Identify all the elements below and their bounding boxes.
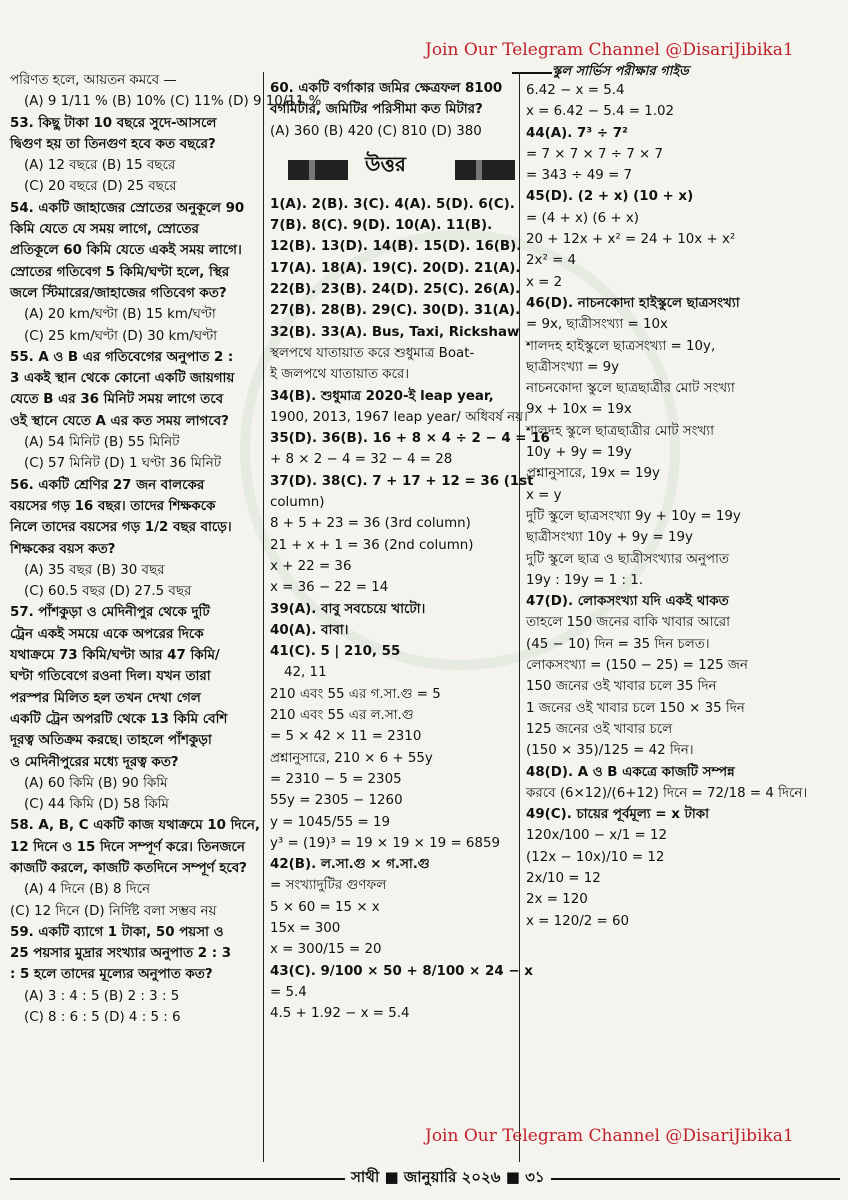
answer-line: 32(B). 33(A). Bus, Taxi, Rickshaw xyxy=(270,324,520,340)
answer-line: 44(A). 7³ ÷ 7² xyxy=(526,125,628,141)
text-line: (A) 12 বছরে (B) 15 বছরে xyxy=(24,158,176,174)
answer-line: তাহলে 150 জনের বাকি খাবার আরো xyxy=(526,615,731,631)
answer-line: = 9x, ছাত্রীসংখ্যা = 10x xyxy=(526,317,668,333)
heading-bar-left xyxy=(288,160,348,180)
telegram-watermark-bottom: Join Our Telegram Channel @DisariJibika1 xyxy=(425,1126,794,1146)
text-line: (C) 44 কিমি (D) 58 কিমি xyxy=(24,797,169,813)
text-line: 59. একটি ব্যাগে 1 টাকা, 50 পয়সা ও xyxy=(10,924,224,940)
text-line: (C) 8 : 6 : 5 (D) 4 : 5 : 6 xyxy=(24,1010,181,1026)
text-line: কাজটি করলে, কাজটি কতদিনে সম্পূর্ণ হবে? xyxy=(10,860,247,876)
answer-line: = 7 × 7 × 7 ÷ 7 × 7 xyxy=(526,146,664,162)
text-line: 60. একটি বর্গাকার জমির ক্ষেত্রফল 8100 xyxy=(270,81,503,96)
text-line: ওই স্থানে যেতে A এর কত সময় লাগবে? xyxy=(10,413,229,429)
text-line: (A) 35 বছর (B) 30 বছর xyxy=(24,562,165,578)
text-line: (A) 60 কিমি (B) 90 কিমি xyxy=(24,775,168,791)
text-line: 57. পাঁশকুড়া ও মেদিনীপুর থেকে দুটি xyxy=(10,605,210,621)
answer-line: 21 + x + 1 = 36 (2nd column) xyxy=(270,537,474,553)
text-line: 25 পয়সার মুদ্রার সংখ্যার অনুপাত 2 : 3 xyxy=(10,946,232,962)
answer-line: x = 36 − 22 = 14 xyxy=(270,580,389,596)
answer-line: 210 এবং 55 এর গ.সা.গু = 5 xyxy=(270,686,441,702)
answer-line: প্রশ্নানুসারে, 19x = 19y xyxy=(526,466,660,482)
answer-line: = (4 + x) (6 + x) xyxy=(526,210,639,226)
answer-line: x = 300/15 = 20 xyxy=(270,942,382,958)
answer-line: (45 − 10) দিন = 35 দিন চলত। xyxy=(526,636,710,652)
answer-line: দুটি স্কুলে ছাত্র ও ছাত্রীসংখ্যার অনুপাত xyxy=(526,551,729,567)
answer-line: 42, 11 xyxy=(284,665,327,681)
answer-line: 47(D). লোকসংখ্যা যদি একই থাকত xyxy=(526,594,729,610)
text-line: যেতে B এর 36 মিনিট সময় লাগে তবে xyxy=(10,392,224,408)
column-divider-1 xyxy=(263,72,264,1162)
text-line: নিলে তাদের বয়সের গড় 1/2 বছর বাড়ে। xyxy=(10,520,232,536)
text-line: প্রতিকূলে 60 কিমি যেতে একই সময় লাগে। xyxy=(10,243,242,259)
footer-rule-right xyxy=(540,1178,840,1180)
running-header: স্কুল সার্ভিস পরীক্ষার গাইড xyxy=(552,64,689,79)
answer-line: 46(D). নাচনকোদা হাইস্কুলে ছাত্রসংখ্যা xyxy=(526,295,740,311)
answer-line: 40(A). বাবা। xyxy=(270,622,349,638)
text-line: জলে স্টিমারের/জাহাজের গতিবেগ কত? xyxy=(10,285,227,301)
text-line: দূরত্ব অতিক্রম করছে। তাহলে পাঁশকুড়া xyxy=(10,733,212,749)
answer-line: = 2310 − 5 = 2305 xyxy=(270,771,402,787)
text-line: পরিণত হলে, আয়তন কমবে — xyxy=(10,73,177,88)
answer-line: 19y : 19y = 1 : 1. xyxy=(526,572,644,588)
text-line: 55. A ও B এর গতিবেগের অনুপাত 2 : xyxy=(10,349,234,365)
answer-line: 37(D). 38(C). 7 + 17 + 12 = 36 (1st xyxy=(270,473,534,489)
column-3-answers xyxy=(526,80,838,932)
answer-line: শালদহ স্কুলে ছাত্রছাত্রীর মোট সংখ্যা xyxy=(526,423,714,439)
answer-line: x = y xyxy=(526,487,562,503)
answer-line: 15x = 300 xyxy=(270,920,341,936)
text-line: (A) 360 (B) 420 (C) 810 (D) 380 xyxy=(270,123,482,139)
answer-line: শালদহ হাইস্কুলে ছাত্রসংখ্যা = 10y, xyxy=(526,338,716,354)
text-line: ঘণ্টা গতিবেগে রওনা দিল। যখন তারা xyxy=(10,669,211,685)
answer-line: = 5.4 xyxy=(270,984,307,1000)
answer-line: 125 জনের ওই খাবার চলে xyxy=(526,721,673,737)
answer-line: (150 × 35)/125 = 42 দিন। xyxy=(526,743,694,759)
text-line: : 5 হলে তাদের মূল্যের অনুপাত কত? xyxy=(10,967,213,983)
answer-line: করবে (6×12)/(6+12) দিনে = 72/18 = 4 দিনে। xyxy=(526,785,808,801)
text-line: (A) 3 : 4 : 5 (B) 2 : 3 : 5 xyxy=(24,988,180,1004)
answer-line: 4.5 + 1.92 − x = 5.4 xyxy=(270,1006,410,1022)
answer-line: = 343 ÷ 49 = 7 xyxy=(526,168,633,184)
answer-line: y³ = (19)³ = 19 × 19 × 19 = 6859 xyxy=(270,835,501,851)
answer-line: column) xyxy=(270,495,325,511)
answer-line: 20 + 12x + x² = 24 + 10x + x² xyxy=(526,232,736,248)
text-line: (C) 12 দিনে (D) নির্দিষ্ট বলা সম্ভব নয় xyxy=(10,903,217,919)
answer-line: 1 জনের ওই খাবার চলে 150 × 35 দিন xyxy=(526,700,745,716)
text-line: একটি ট্রেন অপরটি থেকে 13 কিমি বেশি xyxy=(10,711,228,727)
answer-line: 2x/10 = 12 xyxy=(526,870,601,886)
text-line: (C) 25 km/ঘণ্টা (D) 30 km/ঘণ্টা xyxy=(24,328,218,344)
answer-line: = সংখ্যাদুটির গুণফল xyxy=(270,878,387,894)
text-line: কিমি যেতে যে সময় লাগে, স্রোতের xyxy=(10,222,199,238)
answer-line: 8 + 5 + 23 = 36 (3rd column) xyxy=(270,516,471,532)
header-rule xyxy=(512,72,552,74)
text-line: 56. একটি শ্রেণির 27 জন বালকের xyxy=(10,477,205,493)
answer-line: 150 জনের ওই খাবার চলে 35 দিন xyxy=(526,679,717,695)
answer-line: ছাত্রীসংখ্যা = 9y xyxy=(526,359,620,375)
answer-line: 27(B). 28(B). 29(C). 30(D). 31(A). xyxy=(270,303,521,319)
answer-line: নাচনকোদা স্কুলে ছাত্রছাত্রীর মোট সংখ্যা xyxy=(526,381,735,397)
text-line: (A) 9 1/11 % (B) 10% (C) 11% (D) 9 10/11 % xyxy=(24,94,322,110)
answer-line: 17(A). 18(A). 19(C). 20(D). 21(A). xyxy=(270,260,521,276)
text-line: বর্গমিটার, জমিটির পরিসীমা কত মিটার? xyxy=(270,102,483,118)
answer-heading-text: উত্তর xyxy=(365,151,406,176)
answer-line: 2x = 120 xyxy=(526,892,588,908)
text-line: 12 দিনে ও 15 দিনে সম্পূর্ণ করে। তিনজনে xyxy=(10,839,245,855)
telegram-watermark-top: Join Our Telegram Channel @DisariJibika1 xyxy=(425,40,794,60)
text-line: (C) 60.5 বছর (D) 27.5 বছর xyxy=(24,584,192,600)
answer-line: = 5 × 42 × 11 = 2310 xyxy=(270,729,422,745)
answer-line: 45(D). (2 + x) (10 + x) xyxy=(526,189,694,205)
text-line: যথাক্রমে 73 কিমি/ঘণ্টা আর 47 কিমি/ xyxy=(10,648,220,664)
answer-line: 5 × 60 = 15 × x xyxy=(270,899,380,915)
answer-line: 1(A). 2(B). 3(C). 4(A). 5(D). 6(C). xyxy=(270,196,515,212)
question-60-block xyxy=(270,78,516,142)
text-line: ও মেদিনীপুরের মধ্যে দূরত্ব কত? xyxy=(10,754,179,770)
answer-line: 6.42 − x = 5.4 xyxy=(526,83,625,98)
text-line: 58. A, B, C একটি কাজ যথাক্রমে 10 দিনে, xyxy=(10,818,260,834)
answer-line: 34(B). শুধুমাত্র 2020-ই leap year, xyxy=(270,388,494,404)
answer-line: 42(B). ল.সা.গু × গ.সা.গু xyxy=(270,857,430,873)
page-footer xyxy=(0,1166,848,1190)
answer-line: 55y = 2305 − 1260 xyxy=(270,793,403,809)
text-line: দ্বিগুণ হয় তা তিনগুণ হবে কত বছরে? xyxy=(10,136,216,152)
text-line: 3 একই স্থান থেকে কোনো একটি জায়গায় xyxy=(10,371,235,387)
text-line: (C) 57 মিনিট (D) 1 ঘণ্টা 36 মিনিট xyxy=(24,456,221,472)
answer-line: 7(B). 8(C). 9(D). 10(A). 11(B). xyxy=(270,218,493,234)
answer-line: প্রশ্নানুসারে, 210 × 6 + 55y xyxy=(270,750,433,766)
heading-bar-right xyxy=(455,160,515,180)
text-line: পরস্পর মিলিত হল তখন দেখা গেল xyxy=(10,690,201,706)
text-line: শিক্ষকের বয়স কত? xyxy=(10,541,116,557)
column-divider-2 xyxy=(519,72,520,1162)
answer-line: 12(B). 13(D). 14(B). 15(D). 16(B). xyxy=(270,239,522,255)
answer-line: y = 1045/55 = 19 xyxy=(270,814,391,830)
answer-line: 22(B). 23(B). 24(D). 25(C). 26(A). xyxy=(270,282,521,298)
answer-line: 35(D). 36(B). 16 + 8 × 4 ÷ 2 − 4 = 16 xyxy=(270,431,550,447)
answer-line: 43(C). 9/100 × 50 + 8/100 × 24 − x xyxy=(270,963,533,979)
answer-line: x + 22 = 36 xyxy=(270,558,352,574)
text-line: (C) 20 বছরে (D) 25 বছরে xyxy=(24,179,177,195)
answer-line: x = 6.42 − 5.4 = 1.02 xyxy=(526,104,675,120)
answer-line: 210 এবং 55 এর ল.সা.গু xyxy=(270,708,414,724)
answer-line: ই জলপথে যাতায়াত করে। xyxy=(270,367,410,383)
answer-line: 1900, 2013, 1967 leap year/ অধিবর্ষ নয়। xyxy=(270,409,528,425)
answer-line: স্থলপথে যাতায়াত করে শুধুমাত্র Boat- xyxy=(270,345,475,361)
answer-line: 9x + 10x = 19x xyxy=(526,402,632,418)
text-line: 54. একটি জাহাজের স্রোতের অনুকূলে 90 xyxy=(10,200,245,216)
answer-heading xyxy=(270,151,516,184)
answer-line: দুটি স্কুলে ছাত্রসংখ্যা 9y + 10y = 19y xyxy=(526,508,741,524)
footer-text: সাথী ■ জানুয়ারি ২০২৬ ■ ৩১ xyxy=(345,1166,551,1191)
answer-line: 10y + 9y = 19y xyxy=(526,445,632,461)
text-line: বয়সের গড় 16 বছর। তাদের শিক্ষককে xyxy=(10,498,216,514)
answer-line: + 8 × 2 − 4 = 32 − 4 = 28 xyxy=(270,452,453,468)
text-line: স্রোতের গতিবেগ 5 কিমি/ঘণ্টা হলে, স্থির xyxy=(10,264,230,280)
answer-line: 39(A). বাবু সবচেয়ে খাটো। xyxy=(270,601,426,617)
answer-line: 49(C). চায়ের পূর্বমূল্য = x টাকা xyxy=(526,807,709,823)
answer-line: (12x − 10x)/10 = 12 xyxy=(526,849,665,865)
answer-line: ছাত্রীসংখ্যা 10y + 9y = 19y xyxy=(526,530,693,546)
text-line: (A) 54 মিনিট (B) 55 মিনিট xyxy=(24,435,180,451)
answer-line: x = 120/2 = 60 xyxy=(526,913,630,929)
answer-line: 48(D). A ও B একত্রে কাজটি সম্পন্ন xyxy=(526,764,735,780)
text-line: 53. কিছু টাকা 10 বছরে সুদে-আসলে xyxy=(10,115,217,131)
text-line: (A) 20 km/ঘণ্টা (B) 15 km/ঘণ্টা xyxy=(24,307,216,323)
text-line: (A) 4 দিনে (B) 8 দিনে xyxy=(24,882,151,898)
answer-line: লোকসংখ্যা = (150 − 25) = 125 জন xyxy=(526,658,748,674)
text-line: ট্রেন একই সময়ে একে অপরের দিকে xyxy=(10,626,204,642)
answer-line: 41(C). 5 | 210, 55 xyxy=(270,644,401,660)
answer-line: 120x/100 − x/1 = 12 xyxy=(526,828,668,844)
answer-line: 2x² = 4 xyxy=(526,253,577,269)
answer-line: x = 2 xyxy=(526,274,563,290)
